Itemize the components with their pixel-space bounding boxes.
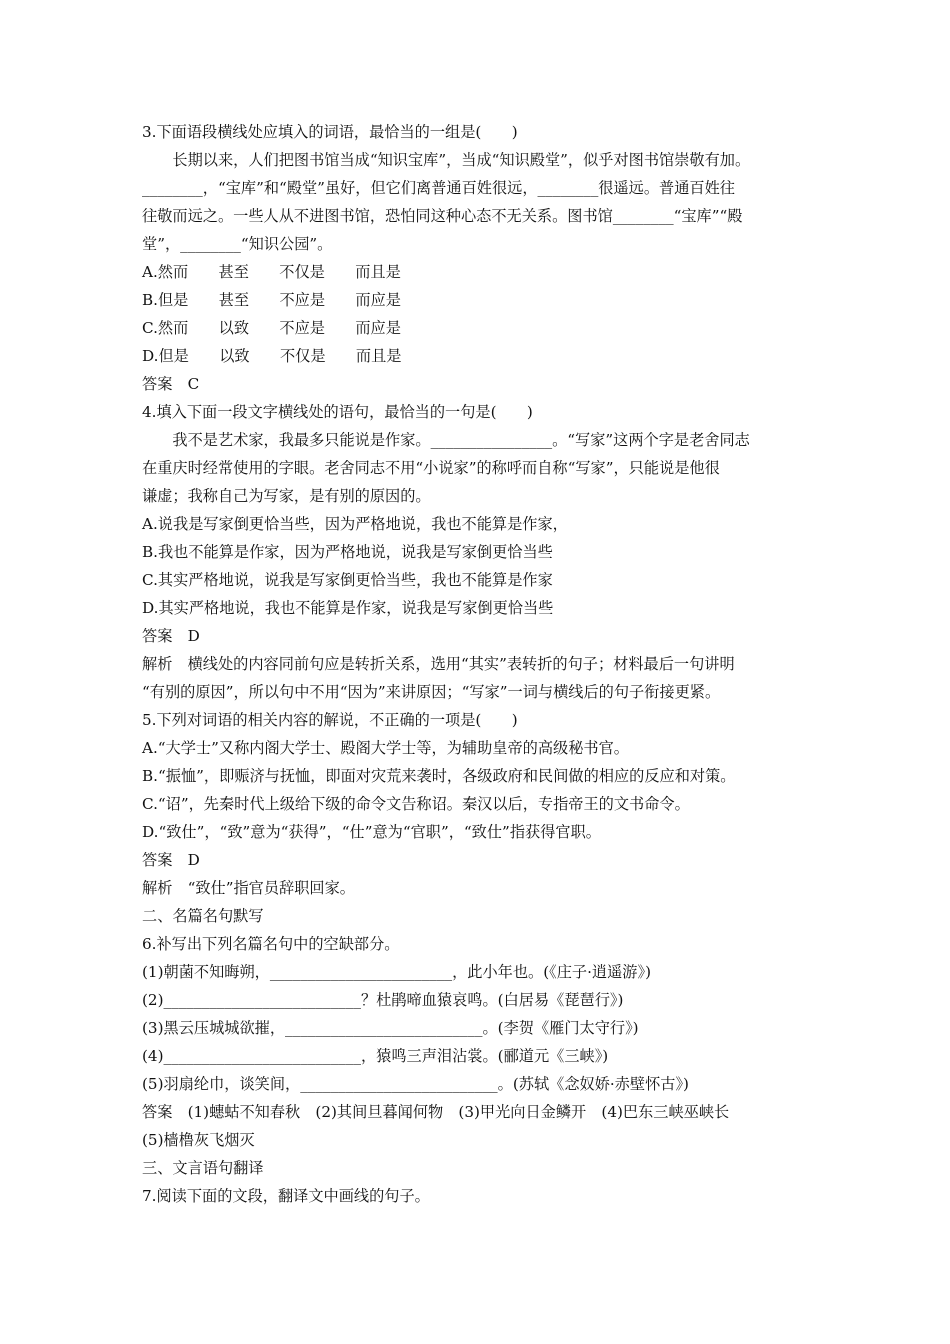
option-a: A.说我是写家倒更恰当些，因为严格地说，我也不能算是作家， [142, 515, 568, 533]
question-5-stem: 5.下列对词语的相关内容的解说，不正确的一项是( ) [142, 711, 518, 729]
question-3-passage-line: 堂”，________“知识公园”。 [142, 235, 333, 253]
option-d: D.但是 以致 不仅是 而且是 [142, 347, 402, 365]
option-c: C.然而 以致 不应是 而应是 [142, 319, 401, 337]
question-4-passage-line: 在重庆时经常使用的字眼。老舍同志不用“小说家”的称呼而自称“写家”，只能说是他很 [142, 459, 720, 477]
option-a: A.“大学士”又称内阁大学士、殿阁大学士等，为辅助皇帝的高级秘书官。 [142, 739, 629, 757]
answer: (5)樯橹灰飞烟灭 [142, 1131, 255, 1149]
blank-item: (4)__________________________，猿鸣三声泪沾裳。(郦道元《三峡》) [142, 1047, 609, 1065]
question-4-stem: 4.填入下面一段文字横线处的语句，最恰当的一句是( ) [142, 403, 533, 421]
blank-item: (5)羽扇纶巾，谈笑间，__________________________。(苏轼《念奴娇·赤壁怀古》) [142, 1075, 689, 1093]
blank-item: (3)黑云压城城欲摧，__________________________。(李贺《雁门太守行》) [142, 1019, 639, 1037]
analysis: 解析 “致仕”指官员辞职回家。 [142, 879, 355, 897]
option-b: B.“振恤”，即赈济与抚恤，即面对灾荒来袭时，各级政府和民间做的相应的反应和对策。 [142, 767, 736, 785]
question-7-stem: 7.阅读下面的文段，翻译文中画线的句子。 [142, 1187, 430, 1205]
blank-item: (1)朝菌不知晦朔，________________________，此小年也。(《庄子·逍遥游》) [142, 963, 651, 981]
answer: 答案 C [142, 375, 200, 393]
answer: 答案 D [142, 627, 200, 645]
question-4-passage-line: 我不是艺术家，我最多只能说是作家。________________。“写家”这两个字是老舍同志 [142, 431, 750, 449]
question-3-stem: 3.下面语段横线处应填入的词语，最恰当的一组是( ) [142, 123, 518, 141]
question-4-passage-line: 谦虚；我称自己为写家，是有别的原因的。 [142, 487, 431, 505]
option-a: A.然而 甚至 不仅是 而且是 [142, 263, 401, 281]
option-c: C.其实严格地说，说我是写家倒更恰当些，我也不能算是作家 [142, 571, 553, 589]
question-3-passage-line: 往敬而远之。一些人从不进图书馆，恐怕同这种心态不无关系。图书馆________“宝库”“殿 [142, 207, 743, 225]
section-heading: 二、名篇名句默写 [142, 907, 264, 925]
analysis: “有别的原因”，所以句中不用“因为”来讲原因；“写家”一词与横线后的句子衔接更紧。 [142, 683, 721, 701]
analysis: 解析 横线处的内容同前句应是转折关系，选用“其实”表转折的句子；材料最后一句讲明 [142, 655, 735, 673]
blank-item: (2)__________________________？杜鹃啼血猿哀鸣。(白居易《琵琶行》) [142, 991, 624, 1009]
option-d: D.“致仕”，“致”意为“获得”，“仕”意为“官职”，“致仕”指获得官职。 [142, 823, 601, 841]
answer: 答案 D [142, 851, 200, 869]
question-3-passage-line: ________，“宝库”和“殿堂”虽好，但它们离普通百姓很远，________很遥远。普通百姓往 [142, 179, 735, 197]
question-6-stem: 6.补写出下列名篇名句中的空缺部分。 [142, 935, 400, 953]
answer: 答案 (1)蟪蛄不知春秋 (2)其间旦暮闻何物 (3)甲光向日金鳞开 (4)巴东三峡巫峡长 [142, 1103, 730, 1121]
section-heading: 三、文言语句翻译 [142, 1159, 264, 1177]
option-b: B.我也不能算是作家，因为严格地说，说我是写家倒更恰当些 [142, 543, 553, 561]
option-b: B.但是 甚至 不应是 而应是 [142, 291, 401, 309]
question-3-passage-line: 长期以来，人们把图书馆当成“知识宝库”，当成“知识殿堂”，似乎对图书馆崇敬有加。 [142, 151, 751, 169]
option-d: D.其实严格地说，我也不能算是作家，说我是写家倒更恰当些 [142, 599, 554, 617]
option-c: C.“诏”，先秦时代上级给下级的命令文告称诏。秦汉以后，专指帝王的文书命令。 [142, 795, 690, 813]
